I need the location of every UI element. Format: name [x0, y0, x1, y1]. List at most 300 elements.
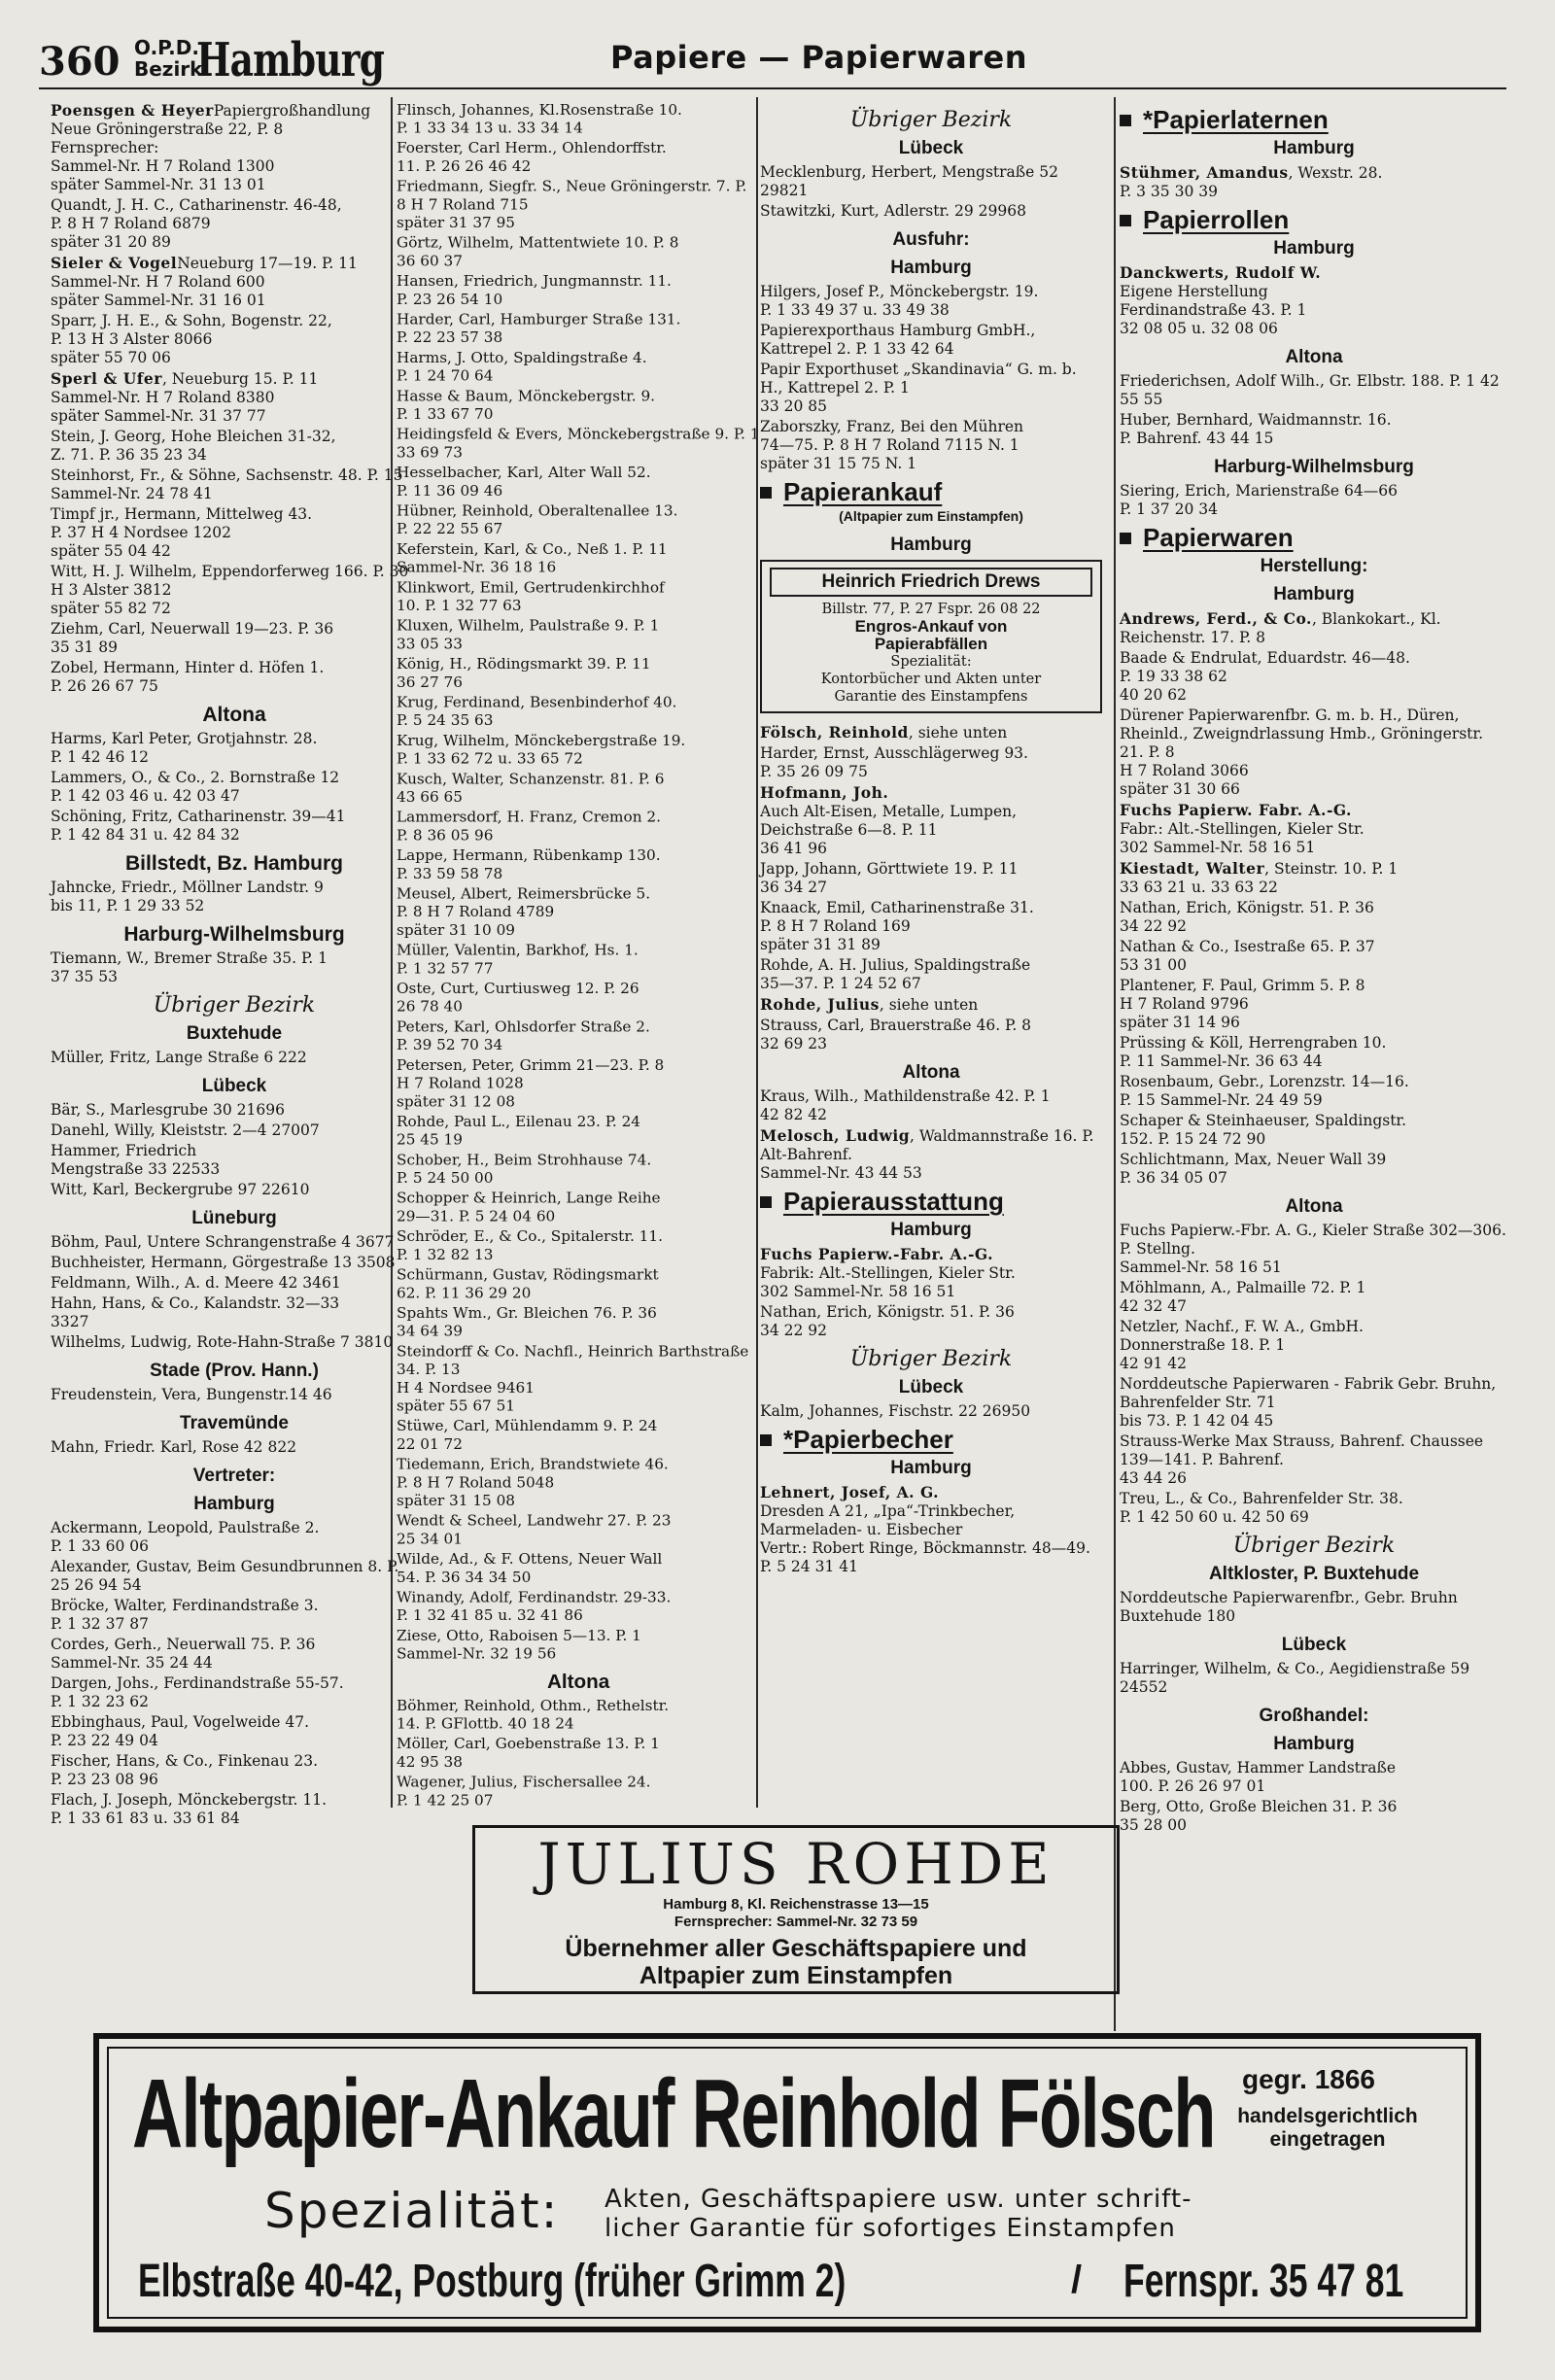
directory-entry	[1120, 938, 1508, 975]
directory-entry	[51, 1597, 418, 1634]
section-heading: Travemünde	[180, 1413, 289, 1433]
entry-name: Strauss-Werke Max Strauss	[1120, 1432, 1330, 1450]
section-heading: Übriger Bezirk	[153, 993, 316, 1018]
entry-details: , Untere Schrangenstraße 4 3677	[137, 1233, 395, 1251]
rohde-tagline-1: Übernehmer aller Geschäftspapiere und	[565, 1935, 1027, 1962]
directory-entry	[1120, 859, 1508, 897]
entry-details: , Mönckebergstraße 19. P. 1 33 62 72 u. 33 65 72	[397, 732, 686, 768]
directory-entry	[51, 101, 418, 194]
drews-ad-line: Spezialität:	[890, 654, 972, 670]
category-marker-icon	[1120, 115, 1131, 126]
directory-entry	[397, 1774, 760, 1810]
entry-details: , Besenbinderhof 40. P. 5 24 35 63	[397, 693, 677, 730]
entry-details: Fabr.: Alt.-Stellingen, Kieler Str. 302 Sammel-Nr. 58 16 51	[1120, 820, 1365, 856]
entry-name: Schröder, E.	[397, 1227, 490, 1246]
directory-entry	[760, 1402, 1102, 1421]
entry-name: Fuchs Papierw. Fabr. A.-G.	[1120, 801, 1352, 819]
category-marker-icon	[760, 1196, 772, 1208]
entry-details: Gebr. Bruhn, Bahrenfelder Str. 71 bis 73. P. 1 42 04 45	[1120, 1375, 1497, 1430]
foelsch-founded: gegr. 1866	[1242, 2064, 1375, 2094]
category-marker-icon	[1120, 533, 1131, 544]
entry-name: Berg, Otto	[1120, 1798, 1200, 1815]
entry-name: Dürener Papierwarenfbr. G. m. b. H.	[1120, 707, 1398, 724]
drews-ad-line: Papierabfällen	[874, 635, 988, 653]
category-label: Papierrollen	[1143, 205, 1290, 234]
drews-ad-line: Billstr. 77, P. 27 Fspr. 26 08 22	[821, 602, 1041, 617]
entry-details: , Steinstr. 10. P. 1 33 63 21 u. 33 63 22	[1120, 860, 1399, 896]
entry-details: , Ohlendorffstr. 11. P. 26 26 46 42	[397, 139, 667, 175]
entry-details: , Goebenstraße 13. P. 1 42 95 38	[397, 1735, 660, 1771]
entry-details: , Barkhof, Hs. 1. P. 1 32 57 77	[397, 941, 639, 978]
entry-name: Schöning, Fritz	[51, 808, 168, 825]
directory-entry	[760, 1126, 1102, 1183]
entry-details: , Grotjahnstr. 28. P. 1 42 46 12	[51, 730, 318, 766]
entry-details: , Große Bleichen 31. P. 36 35 28 00	[1120, 1798, 1398, 1834]
entry-name: Krug, Ferdinand	[397, 693, 521, 711]
section-heading: Lübeck	[898, 1377, 964, 1397]
entry-details: , Bungenstr.14 46	[196, 1386, 332, 1403]
entry-details: , Ohlsdorfer Straße 2. P. 39 52 70 34	[397, 1018, 650, 1054]
directory-entry	[51, 949, 418, 986]
entry-name: Klinkwort, Emil	[397, 578, 515, 597]
entry-name: Witt, Karl	[51, 1181, 125, 1198]
entry-details: Eigene Herstellung Ferdinandstraße 43. P. 1 32 08 05 u. 32 08 06	[1120, 283, 1307, 337]
entry-details: , & Söhne, Sachsenstr. 48. P. 15 Sammel-Nr. 24 78 41	[51, 466, 403, 502]
directory-entry	[51, 769, 418, 806]
entry-name: Petersen, Peter	[397, 1056, 510, 1074]
entry-details: , Rödingsmarkt 62. P. 11 36 29 20	[397, 1265, 659, 1302]
entry-details: , Kleiststr. 2—4 27007	[150, 1121, 320, 1139]
entry-name: Baade & Endrulat	[1120, 649, 1258, 667]
directory-entry	[51, 1438, 418, 1457]
entry-details: , Lorenzstr. 14—16. P. 15 Sammel-Nr. 24 49 59	[1120, 1073, 1409, 1109]
directory-entry	[397, 1304, 760, 1340]
entry-details: , Waidmannstr. 16. P. Bahrenf. 43 44 15	[1120, 411, 1392, 447]
section-heading: Lüneburg	[191, 1208, 277, 1228]
entry-name: Abbes, Gustav	[1120, 1759, 1227, 1776]
entry-details: , Düren, Rheinld., Zweigndrlassung Hmb., Gröningerstr. 21. P. 8 H 7 Roland 3066 später 31 30 66	[1120, 707, 1484, 798]
entry-name: Stein, J. Georg	[51, 428, 161, 445]
entry-details: , Vogelweide 47. P. 23 22 49 04	[51, 1713, 310, 1749]
section-heading: Übriger Bezirk	[849, 1347, 1013, 1371]
entry-name: Hammer, Friedrich	[51, 1142, 197, 1159]
directory-entry	[760, 322, 1102, 359]
entry-name: Alexander, Gustav	[51, 1558, 188, 1575]
directory-entry	[51, 659, 418, 696]
entry-details: , Lange Straße 6 222	[146, 1049, 307, 1066]
foelsch-registered: handelsgerichtlich eingetragen	[1237, 2105, 1418, 2151]
entry-details: , Kieler Straße 302—306. P. Stellng. Sammel-Nr. 58 16 51	[1120, 1222, 1506, 1276]
entry-name: Harder, Carl	[397, 310, 491, 328]
entry-details: , siehe unten	[879, 996, 979, 1014]
rohde-tagline-2: Altpapier zum Einstampfen	[639, 1962, 953, 1989]
directory-entry	[397, 388, 760, 424]
entry-details: , Ferdinandstr. 29-33. P. 1 32 41 85 u. 32 41 86	[397, 1588, 672, 1625]
entry-name: Sparr, J. H. E.	[51, 312, 156, 329]
entry-details: , Eduardstr. 46—48. P. 19 33 38 62 40 20 62	[1120, 649, 1410, 704]
directory-entry	[1120, 977, 1508, 1032]
directory-entry	[51, 1333, 418, 1352]
entry-details: , Cremon 2. P. 8 36 05 96	[397, 808, 661, 845]
entry-name: Stawitzki, Kurt	[760, 202, 875, 220]
entry-details: , F. W. A., GmbH. Donnerstraße 18. P. 1 42 91 42	[1120, 1318, 1364, 1372]
entry-details: , Blankokart., Kl. Reichenstr. 17. P. 8	[1120, 610, 1441, 646]
entry-name: Jahncke, Friedr.	[51, 879, 173, 896]
entry-details: , Marienstraße 64—66 P. 1 37 20 34	[1120, 482, 1398, 518]
entry-details: , Spaldingstraße 35—37. P. 1 24 52 67	[760, 956, 1031, 992]
entry-details: , Mönckebergstr. 19. P. 1 33 49 37 u. 33 49 38	[760, 283, 1039, 319]
entry-name: Strauss, Carl	[760, 1017, 860, 1034]
page-number: 360	[39, 39, 121, 85]
directory-entry	[1120, 801, 1508, 857]
directory-entry	[51, 1274, 418, 1293]
entry-details: , Rödingsmarkt 39. P. 11 36 27 76	[397, 655, 651, 691]
entry-name: Nathan & Co.	[1120, 938, 1225, 955]
entry-details: , Oberaltenallee 13. P. 22 22 55 67	[397, 501, 678, 538]
entry-name: Cordes, Gerh.	[51, 1636, 157, 1653]
entry-name: Heidingsfeld & Evers	[397, 425, 558, 443]
directory-entry	[51, 1636, 418, 1673]
entry-name: Friederichsen, Adolf Wilh.	[1120, 372, 1320, 390]
directory-entry	[397, 579, 760, 615]
entry-name: Feldmann, Wilh.	[51, 1274, 176, 1292]
entry-details: , Spaldingstr. 152. P. 15 24 72 90	[1120, 1112, 1407, 1148]
directory-entry	[760, 163, 1102, 200]
foelsch-specialty-line-2: licher Garantie für sofortiges Einstampfen	[605, 2214, 1176, 2243]
column-1	[51, 101, 418, 1830]
directory-entry	[51, 1181, 418, 1199]
entry-name: Krug, Wilhelm	[397, 732, 505, 749]
entry-name: Flach, J. Joseph	[51, 1791, 168, 1809]
entry-name: Möller, Carl	[397, 1735, 486, 1753]
entry-name: Harms, Karl Peter	[51, 730, 188, 747]
entry-name: Flinsch, Johannes	[397, 101, 530, 119]
directory-entry	[760, 283, 1102, 320]
directory-entry	[1120, 163, 1508, 201]
entry-details: , Beim Strohhause 74. P. 5 24 50 00	[397, 1151, 652, 1187]
entry-details: , Gr. Elbstr. 188. P. 1 42 55 55	[1120, 372, 1500, 408]
section-heading: Altona	[902, 1062, 960, 1083]
directory-entry	[397, 1550, 760, 1586]
entry-name: Ziehm, Carl	[51, 620, 141, 638]
entry-name: Rohde, Paul L.	[397, 1113, 506, 1130]
entry-details: , Mengstraße 52 29821	[760, 163, 1058, 199]
section-heading: Buxtehude	[186, 1023, 283, 1044]
section-heading: Altona	[1285, 347, 1343, 367]
entry-details: , Waldmannstraße 16. P. Alt-Bahrenf. Sammel-Nr. 43 44 53	[760, 1127, 1094, 1182]
directory-entry	[397, 1152, 760, 1188]
entry-name: Melosch, Ludwig	[760, 1126, 911, 1145]
directory-entry	[1120, 1490, 1508, 1527]
section-heading: Harburg-Wilhelmsburg	[1214, 457, 1414, 477]
entry-name: Böhm, Paul	[51, 1233, 138, 1251]
entry-name: Mahn, Friedr. Karl	[51, 1438, 192, 1456]
entry-name: Siering, Erich	[1120, 482, 1227, 500]
entry-name: Harringer, Wilhelm	[1120, 1660, 1267, 1677]
entry-details: , Landwehr 27. P. 23 25 34 01	[397, 1511, 672, 1548]
entry-name: Netzler, Nachf.	[1120, 1318, 1235, 1335]
entry-details: Neueburg 17—19. P. 11 Sammel-Nr. H 7 Roland 600 später Sammel-Nr. 31 16 01	[51, 255, 358, 309]
entry-details: , Neueburg 15. P. 11 Sammel-Nr. H 7 Roland 8380 später Sammel-Nr. 31 37 77	[51, 370, 319, 425]
entry-details: „Skandinavia“ G. m. b. H., Kattrepel 2. P. 1 33 20 85	[760, 361, 1077, 415]
category-label: *Papierbecher	[783, 1425, 953, 1454]
directory-entry	[51, 730, 418, 767]
entry-details: , Paulstraße 9. P. 1 33 05 33	[397, 616, 660, 653]
entry-name: Foerster, Carl Herm.	[397, 139, 553, 157]
directory-entry	[397, 1190, 760, 1225]
directory-entry	[397, 139, 760, 175]
directory-entry	[397, 311, 760, 347]
rohde-phone: Fernsprecher: Sammel-Nr. 32 73 59	[674, 1914, 918, 1930]
entry-details: , & Co., Spitalerstr. 11. P. 1 32 82 13	[397, 1227, 663, 1263]
directory-entry	[397, 464, 760, 500]
entry-details: , Adlerstr. 29 29968	[874, 202, 1026, 220]
directory-entry	[760, 995, 1102, 1015]
entry-details: , Brandstwiete 46. P. 8 H 7 Roland 5048 später 31 15 08	[397, 1455, 669, 1509]
foelsch-specialty-line-1: Akten, Geschäftspapiere usw. unter schrift-	[605, 2185, 1192, 2214]
entry-name: Stüwe, Carl	[397, 1417, 486, 1435]
header-rule	[39, 87, 1506, 89]
entry-details: , Curtiusweg 12. P. 26 26 78 40	[397, 980, 639, 1016]
entry-name: Oste, Curt	[397, 980, 475, 997]
category-label: Papierankauf	[783, 477, 943, 506]
rohde-address: Hamburg 8, Kl. Reichenstrasse 13—15	[663, 1896, 929, 1913]
entry-name: Ebbinghaus, Paul	[51, 1713, 184, 1731]
category-marker-icon	[760, 1434, 772, 1446]
entry-name: Kluxen, Wilhelm	[397, 616, 520, 635]
entry-details: , & Co., Bahrenfelder Str. 38. P. 1 42 50 60 u. 42 50 69	[1120, 1490, 1403, 1526]
directory-entry	[397, 694, 760, 730]
entry-details: , & F. Ottens, Neuer Wall 54. P. 36 34 34 50	[397, 1550, 663, 1586]
directory-entry	[1120, 1759, 1508, 1796]
directory-entry	[397, 1113, 760, 1149]
directory-entry	[51, 1121, 418, 1140]
directory-entry	[51, 505, 418, 561]
section-heading: Hamburg	[890, 535, 972, 555]
directory-entry	[51, 1142, 418, 1179]
section-heading: Altkloster, P. Buxtehude	[1208, 1564, 1420, 1584]
foelsch-phone: Fernspr. 35 47 81	[1123, 2256, 1404, 2307]
entry-details: , & Co., Finkenau 23. P. 23 23 08 96	[51, 1752, 319, 1788]
entry-details: , Palmaille 72. P. 1 42 32 47	[1120, 1279, 1366, 1315]
directory-entry	[397, 1266, 760, 1302]
directory-entry	[51, 1713, 418, 1750]
directory-entry	[760, 1245, 1102, 1301]
entry-details: , Mönckebergstr. 9. P. 1 33 67 70	[397, 387, 656, 423]
directory-entry	[760, 723, 1102, 742]
entry-details: , & Co., 2. Bornstraße 12 P. 1 42 03 46 u. 42 03 47	[51, 769, 340, 805]
category-heading	[1120, 205, 1508, 234]
entry-name: Sieler & Vogel	[51, 254, 178, 272]
directory-entry	[1120, 707, 1508, 799]
drews-ad-line: Kontorbücher und Akten unter	[820, 672, 1042, 687]
directory-entry	[51, 879, 418, 915]
section-heading: Übriger Bezirk	[1232, 1534, 1396, 1558]
entry-name: Hesselbacher, Karl	[397, 464, 539, 482]
entry-name: Lammers, O.	[51, 769, 149, 786]
entry-details: , Görgestraße 13 3508	[223, 1254, 396, 1271]
entry-details: , Rose 42 822	[191, 1438, 297, 1456]
entry-details: , Neue Gröningerstr. 7. P. 8 H 7 Roland 715 später 31 37 95	[397, 177, 747, 231]
section-heading: Altona	[546, 1671, 610, 1694]
drews-company-name: Heinrich Friedrich Drews	[770, 568, 1092, 597]
section-heading: Lübeck	[1281, 1635, 1347, 1655]
directory-entry	[1120, 1375, 1508, 1431]
category-heading	[1120, 105, 1508, 134]
entry-name: Buchheister, Hermann	[51, 1254, 224, 1271]
entry-details: , Beckergrube 97 22610	[124, 1181, 310, 1198]
entry-name: Winandy, Adolf	[397, 1588, 509, 1606]
entry-name: Papir Exporthuset	[760, 361, 899, 378]
entry-name: Ackermann, Leopold	[51, 1519, 209, 1536]
directory-entry	[397, 1697, 760, 1733]
directory-entry	[1120, 1589, 1508, 1626]
directory-entry	[760, 783, 1102, 858]
entry-name: Dargen, Johs.	[51, 1674, 155, 1692]
category-heading	[760, 1425, 1102, 1454]
directory-entry	[760, 1087, 1102, 1124]
entry-name: Schürmann, Gustav	[397, 1265, 543, 1284]
directory-entry	[397, 1456, 760, 1510]
entry-details: , Paulstraße 2. P. 1 33 60 06	[51, 1519, 320, 1555]
directory-entry	[51, 254, 418, 310]
entry-details: , Mönckebergstr. 11. P. 1 33 61 83 u. 33 61 84	[51, 1791, 328, 1827]
section-heading: Hamburg	[1273, 584, 1355, 604]
entry-details: , Gertrudenkirchhof 10. P. 1 32 77 63	[397, 578, 665, 614]
entry-name: Schober, H.	[397, 1151, 485, 1169]
entry-name: Sperl & Ufer	[51, 369, 162, 388]
entry-name: Fölsch, Reinhold	[760, 723, 909, 742]
entry-name: Spahts Wm.	[397, 1304, 488, 1322]
section-heading: Altona	[1285, 1196, 1343, 1217]
foelsch-specialty-label: Spezialität:	[264, 2183, 560, 2239]
directory-entry	[397, 101, 760, 137]
entry-name: Ziese, Otto	[397, 1627, 480, 1644]
entry-name: Wilde, Ad.	[397, 1550, 474, 1569]
entry-details: , Heinrich Barthstraße 34. P. 13 H 4 Nordsee 9461 später 55 67 51	[397, 1342, 749, 1415]
entry-name: Rohde, A. H. Julius	[760, 956, 905, 974]
entry-details: , & Co., Neß 1. P. 11 Sammel-Nr. 36 18 16	[397, 540, 668, 576]
category-marker-icon	[760, 487, 772, 499]
entry-details: , Herrengraben 10. P. 11 Sammel-Nr. 36 63 44	[1120, 1034, 1387, 1070]
entry-name: Wendt & Scheel	[397, 1511, 518, 1530]
section-heading: Ausfuhr:	[892, 229, 970, 250]
column-3	[760, 101, 1102, 1578]
entry-name: Harder, Ernst	[760, 744, 865, 762]
entry-name: Japp, Johann	[760, 860, 857, 878]
entry-details: , Neuerwall 19—23. P. 36 35 31 89	[51, 620, 334, 656]
directory-entry	[397, 1417, 760, 1453]
directory-entry	[397, 771, 760, 807]
entry-details: , Mönckebergstraße 9. P. 1 33 69 73	[397, 425, 760, 462]
entry-name: König, H.	[397, 655, 467, 673]
entry-name: Schopper & Heinrich	[397, 1189, 557, 1207]
entry-details: , Ferdinandstraße 3. P. 1 32 37 87	[51, 1597, 319, 1633]
entry-name: Andrews, Ferd., & Co.	[1120, 609, 1312, 628]
entry-name: Witt, H. J. Wilhelm	[51, 563, 192, 580]
entry-details: , Mittelweg 43. P. 37 H 4 Nordsee 1202 später 55 04 42	[51, 505, 313, 560]
section-heading: Großhandel:	[1259, 1706, 1369, 1726]
entry-details: , Reimersbrücke 5. P. 8 H 7 Roland 4789 später 31 10 09	[397, 884, 651, 939]
entry-name: Prüssing & Köll	[1120, 1034, 1239, 1052]
directory-entry	[1120, 482, 1508, 519]
drews-advertisement	[760, 560, 1102, 713]
directory-entry	[397, 178, 760, 232]
entry-name: Danehl, Willy	[51, 1121, 151, 1139]
rohde-company-name: JULIUS ROHDE	[537, 1831, 1054, 1897]
entry-details: , & Co., Aegidienstraße 59 24552	[1120, 1660, 1470, 1696]
entry-details: , Hamburger Straße 131. P. 22 23 57 38	[397, 310, 681, 347]
directory-entry	[51, 563, 418, 618]
directory-entry	[1120, 263, 1508, 338]
directory-entry	[1120, 1798, 1508, 1835]
directory-entry	[397, 1343, 760, 1416]
directory-entry	[760, 361, 1102, 416]
entry-details: , Neuerwall 75. P. 36 Sammel-Nr. 35 24 44	[51, 1636, 316, 1672]
section-heading: Billstedt, Bz. Hamburg	[124, 852, 344, 875]
entry-name: Quandt, J. H. C.	[51, 196, 170, 214]
entry-name: Hilgers, Josef P.	[760, 283, 881, 300]
directory-entry	[51, 1674, 418, 1711]
entry-name: Rohde, Julius	[760, 995, 880, 1014]
directory-entry	[51, 1049, 418, 1067]
directory-entry	[397, 502, 760, 538]
category-label: *Papierlaternen	[1143, 105, 1329, 134]
entry-name: Friedmann, Siegfr. S.	[397, 177, 557, 195]
directory-entry	[51, 1558, 418, 1595]
directory-entry	[51, 1294, 418, 1331]
directory-entry	[760, 899, 1102, 954]
foelsch-separator: /	[1071, 2259, 1083, 2301]
section-heading: Hamburg	[193, 1494, 275, 1514]
entry-details: , Hinter d. Höfen 1. P. 26 26 67 75	[51, 659, 325, 695]
entry-name: Müller, Valentin	[397, 941, 516, 959]
entry-name: Hofmann, Joh.	[760, 783, 889, 802]
directory-entry	[397, 846, 760, 882]
category-heading	[1120, 523, 1508, 552]
directory-entry	[397, 540, 760, 576]
entry-details: , Fischstr. 22 26950	[879, 1402, 1031, 1420]
entry-details: , Mathildenstraße 42. P. 1 42 82 42	[760, 1087, 1051, 1123]
directory-entry	[51, 1386, 418, 1404]
entry-details: , Königstr. 51. P. 36 34 22 92	[760, 1303, 1015, 1339]
entry-details: , Schanzenstr. 81. P. 6 43 66 65	[397, 770, 665, 806]
entry-name: Bröcke, Walter	[51, 1597, 163, 1614]
section-heading: Hamburg	[1273, 138, 1355, 158]
entry-details: , Hammer Landstraße 100. P. 26 26 97 01	[1120, 1759, 1397, 1795]
directory-entry	[51, 312, 418, 367]
opd-label: O.P.D.	[134, 36, 199, 59]
entry-details: Auch Alt-Eisen, Metalle, Lumpen, Deichstraße 6—8. P. 11 36 41 96	[760, 803, 1018, 857]
section-heading: Hamburg	[1273, 1734, 1355, 1754]
category-heading	[760, 477, 1102, 506]
directory-entry	[1120, 1318, 1508, 1373]
entry-details: , Eilenau 23. P. 24 25 45 19	[397, 1113, 641, 1149]
directory-entry	[397, 1018, 760, 1054]
directory-entry	[51, 1519, 418, 1556]
directory-entry	[51, 1791, 418, 1828]
column-2	[397, 101, 760, 1811]
entry-name: Wilhelms, Ludwig	[51, 1333, 188, 1351]
entry-name: Tiedemann, Erich	[397, 1455, 531, 1473]
directory-entry	[760, 744, 1102, 781]
entry-name: Norddeutsche Papierwaren - Fabrik	[1120, 1375, 1394, 1393]
entry-details: , Mattentwiete 10. P. 8 36 60 37	[397, 233, 679, 270]
column-4	[1120, 101, 1508, 1837]
directory-entry	[760, 202, 1102, 221]
foelsch-address: Elbstraße 40-42, Postburg (früher Grimm 2)	[138, 2256, 847, 2307]
entry-details: , Bahrenf. Chaussee 139—141. P. Bahrenf. 43 44 26	[1120, 1432, 1484, 1487]
